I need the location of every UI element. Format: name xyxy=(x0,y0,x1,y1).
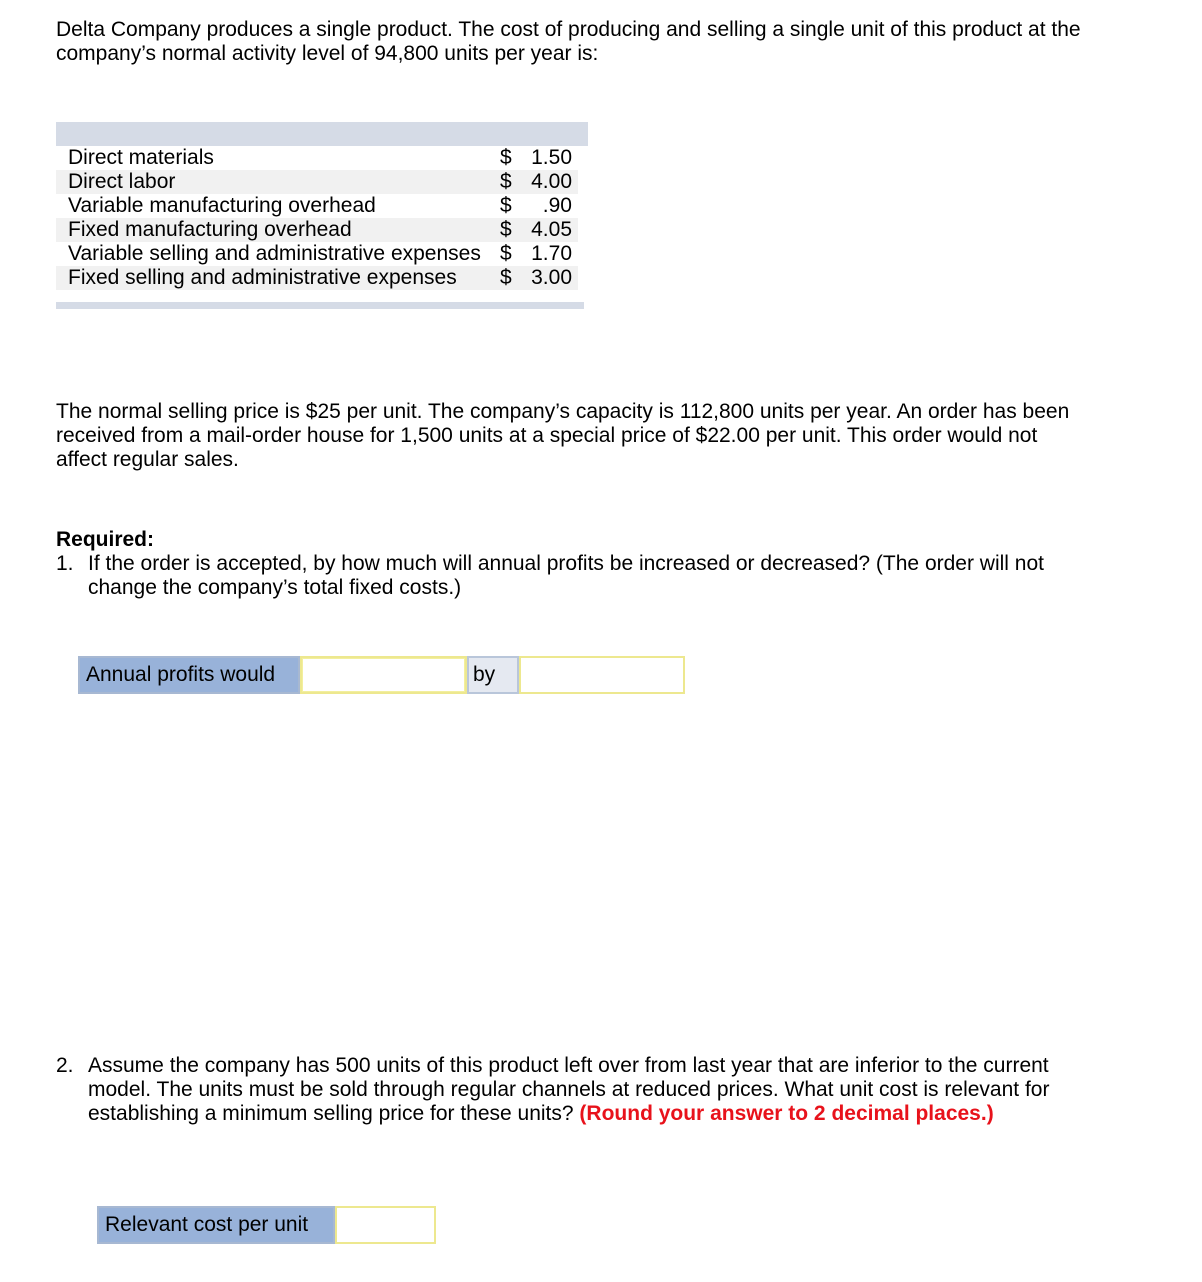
table-row xyxy=(56,218,578,242)
cost-amount: 3.00 xyxy=(531,266,572,289)
currency-symbol: $ xyxy=(500,242,512,265)
question-text: Assume the company has 500 units of this product left over from last year that are inferior to the current model. The units must be sold through regular channels at reduced prices. What unit cost is relevant for establishing a minimum selling price for these units? xyxy=(88,1054,1050,1125)
table-header-band xyxy=(56,122,588,146)
answer-row-2 xyxy=(97,1206,436,1244)
currency-symbol: $ xyxy=(500,218,512,241)
cost-amount: .90 xyxy=(542,194,572,217)
annual-profits-label: Annual profits would xyxy=(78,656,300,694)
relevant-cost-input[interactable] xyxy=(335,1206,436,1244)
cost-label: Fixed manufacturing overhead xyxy=(68,218,352,241)
answer-row-1 xyxy=(78,656,685,694)
cost-label: Direct labor xyxy=(68,170,176,193)
currency-symbol: $ xyxy=(500,194,512,217)
currency-symbol: $ xyxy=(500,170,512,193)
cost-table xyxy=(56,122,588,309)
required-heading: Required: xyxy=(56,528,155,551)
question-2 xyxy=(56,1054,1096,1126)
cost-amount: 1.70 xyxy=(531,242,572,265)
cost-label: Fixed selling and administrative expenses xyxy=(68,266,457,289)
by-label: by xyxy=(467,656,519,694)
table-row xyxy=(56,194,578,218)
cost-label: Variable manufacturing overhead xyxy=(68,194,376,217)
table-row xyxy=(56,266,578,290)
question-text: If the order is accepted, by how much will annual profits be increased or decreased? (The order will not change the company’s total fixed costs.) xyxy=(88,552,1044,599)
rounding-instruction: (Round your answer to 2 decimal places.) xyxy=(579,1102,994,1125)
cost-amount: 4.00 xyxy=(531,170,572,193)
profit-change-input[interactable] xyxy=(519,656,685,694)
cost-label: Variable selling and administrative expenses xyxy=(68,242,481,265)
table-footer-band xyxy=(56,302,584,309)
context-paragraph: The normal selling price is $25 per unit. The company’s capacity is 112,800 units per year. An order has been received from a mail-order house for 1,500 units at a special price of $22.00 per unit. This order would not affect regular sales. xyxy=(56,400,1070,471)
cost-label: Direct materials xyxy=(68,146,214,169)
cost-amount: 4.05 xyxy=(531,218,572,241)
increase-decrease-dropdown[interactable] xyxy=(300,656,467,694)
currency-symbol: $ xyxy=(500,146,512,169)
intro-paragraph: Delta Company produces a single product. The cost of producing and selling a single unit of this product at the company’s normal activity level of 94,800 units per year is: xyxy=(56,18,1081,65)
table-row xyxy=(56,242,578,266)
currency-symbol: $ xyxy=(500,266,512,289)
table-row xyxy=(56,146,578,170)
table-row xyxy=(56,170,578,194)
question-1 xyxy=(56,552,1066,600)
relevant-cost-label: Relevant cost per unit xyxy=(97,1206,335,1244)
question-number: 2. xyxy=(56,1054,74,1077)
cost-amount: 1.50 xyxy=(531,146,572,169)
question-number: 1. xyxy=(56,552,74,575)
